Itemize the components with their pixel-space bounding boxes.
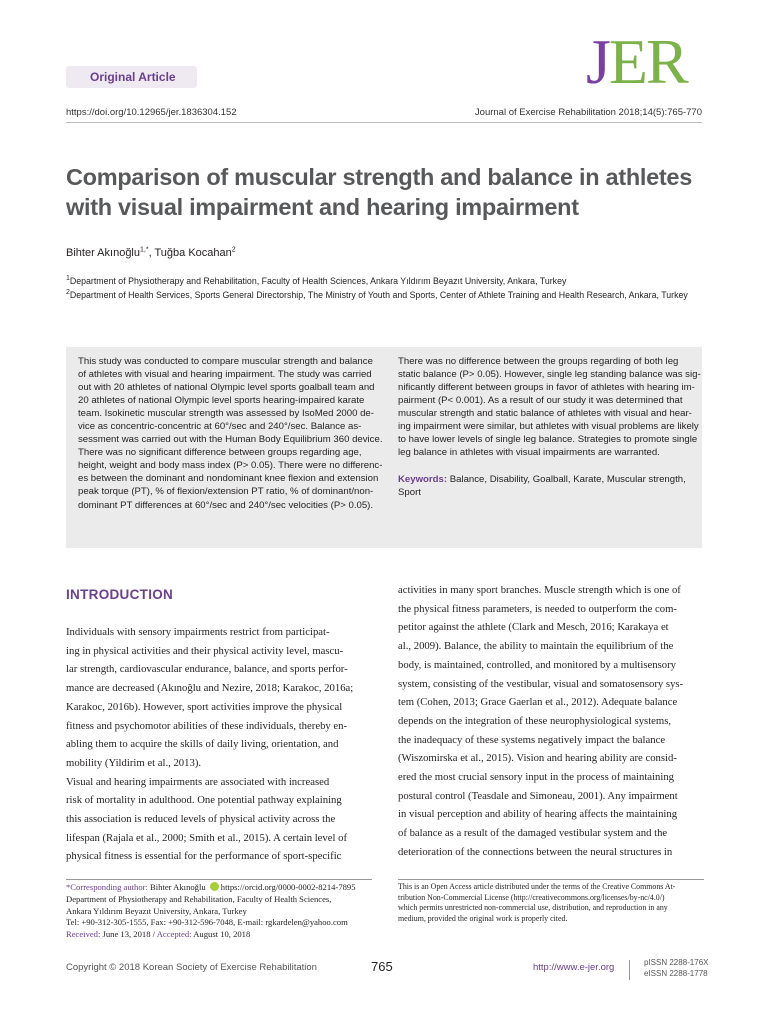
header-divider	[66, 122, 702, 123]
contact-line: Tel: +90-312-305-1555, Fax: +90-312-596-7048, E-mail: rgkardelen@yahoo.com	[66, 917, 348, 928]
copyright: Copyright © 2018 Korean Society of Exercise Rehabilitation	[66, 962, 317, 973]
orcid-icon[interactable]	[210, 882, 219, 891]
affiliation-1: $^1$Department of Physiotherapy and Rehabilitation, Faculty of Health Sciences, Ankara Yıldırım Beyazıt University, Ankara, Turkey	[66, 275, 567, 286]
author-2: Tuğba Kocahan	[154, 247, 232, 259]
journal-citation: Journal of Exercise Rehabilitation 2018;14(5):765-770	[474, 107, 702, 118]
page-number: 765	[371, 959, 393, 974]
doi-link[interactable]: https://doi.org/10.12965/jer.1836304.152	[66, 107, 237, 118]
eissn: eISSN 2288-1778	[644, 968, 708, 978]
orcid-link[interactable]: https://orcid.org/0000-0002-8214-7895	[220, 882, 356, 892]
footnote-divider-right	[398, 879, 704, 880]
issn-block	[644, 958, 709, 979]
pissn: pISSN 2288-176X	[644, 958, 709, 967]
abstract-right-column: There was no difference between the groups regarding of both leg static balance (P> 0.05). However, single leg standing balance was sig- nificantly different between groups in favor of athletes with hearing im- pairment (P< 0.001). As a result of our study it was determined that muscular strength and static balance of athletes with visual and hear- ing impairment were similar, but athletes with visual problems are likely to have lower levels of single leg balance. Strategies to promote single leg balance in athletes with visual impairments are warranted. Keywords: Balance, Disability, Goalball, Karate, Muscular strength, Sport	[398, 356, 701, 499]
intro-left-column: Individuals with sensory impairments restrict from participat- ing in physical activities and their physical activity level, mascu- lar strength, cardiovascular endurance, balance, and sports perfor- mance are decreased (Akınoğlu and Nezire, 2018; Karakoc, 2016a; Karakoc, 2016b). However, sport activities improve the physical fitness and psychomotor abilities of these individuals, thereby en- abling them to acquire the skills of daily living, orientation, and mobility (Yildirim et al., 2013). Visual and hearing impairments are associated with increased risk of mortality in adulthood. One potential pathway explaining this association is reduced levels of physical activity across the lifespan (Rajala et al., 2000; Smith et al., 2015). A certain level of physical fitness is essential for the performance of sport-specific	[66, 626, 354, 863]
article-type-badge: Original Article	[66, 66, 197, 88]
abstract-left-column: This study was conducted to compare muscular strength and balance of athletes with visual and hearing impairment. The study was carried out with 20 athletes of national Olympic level sports goalball team and 20 athletes of national Olympic level sports hearing-impaired karate team. Isokinetic muscular strength was assessed by IsoMed 2000 de- vice as concentric-concentric at 60°/sec and 240°/sec. Balance as- sessment was carried out with the Human Body Equilibrium 360 device. There was no significant difference between groups regarding age, height, weight and body mass index (P> 0.05). There were no differenc- es between the dominant and nondominant knee flexion and extension peak torque (PT), % of flexion/extension PT ratio, % of dominant/non- dominant PT differences at 60°/sec and 240°/sec velocities (P> 0.05).	[78, 356, 383, 511]
corresponding-author-note: *Corresponding author: Bihter Akınoğlu https://orcid.org/0000-0002-8214-7895 Department of Physiotherapy and Rehabilitation, Faculty of Health Sciences, Ankara Yıldırım Beyazıt University, Ankara, Turkey Tel: +90-312-305-1555, Fax: +90-312-596-7048, E-mail: rgkardelen@yahoo.com Received: June 13, 2018 / Accepted: August 10, 2018	[66, 882, 356, 940]
license-note: This is an Open Access article distributed under the terms of the Creative Commons At- tribution Non-Commercial License (http://creativecommons.org/licenses/by-nc/4.0/) which permits unrestricted non-commercial use, distribution, and reproduction in any medium, provided the original work is properly cited.	[398, 882, 676, 923]
footnote-divider-left	[66, 879, 372, 880]
journal-logo: JER	[586, 26, 687, 97]
author-1: Bihter Akınoğlu	[66, 247, 140, 259]
journal-url[interactable]: http://www.e-jer.org	[533, 962, 615, 973]
affiliation-2: $^2$Department of Health Services, Sports General Directorship, The Ministry of Youth and Sports, Center of Athlete Training and Health Research, Ankara, Turkey	[66, 289, 688, 300]
intro-right-column: activities in many sport branches. Muscle strength which is one of the physical fitness parameters, is needed to outperform the com- petitor against the athlete (Clark and Mesch, 2016; Karakaya et al., 2009). Balance, the ability to maintain the equilibrium of the body, is maintained, controlled, and monitored by a multisensory system, consisting of the vestibular, visual and somatosensory sys- tem (Cohen, 2013; Grace Gaerlan et al., 2012). Adequate balance depends on the integration of these neurophysiological systems, the inadequacy of these systems negatively impact the balance (Wiszomirska et al., 2015). Vision and hearing ability are consid- ered the most crucial sensory input in the process of maintaining postural control (Teasdale and Simoneau, 2001). Any impairment in visual perception and ability of hearing affects the maintaining of balance as a result of the damaged vestibular system and the deterioration of the connections between the neural structures in	[398, 584, 684, 858]
footer-separator	[629, 960, 630, 980]
section-heading-introduction: INTRODUCTION	[66, 587, 174, 602]
article-title: Comparison of muscular strength and balance in athletes with visual impairment and hearing impairment	[66, 164, 692, 220]
author-list: Bihter Akınoğlu$^{1,*}$, Tuğba Kocahan$^2$	[66, 246, 236, 259]
keywords: Keywords: Balance, Disability, Goalball, Karate, Muscular strength, Sport	[398, 474, 686, 499]
abstract-box	[66, 347, 702, 548]
